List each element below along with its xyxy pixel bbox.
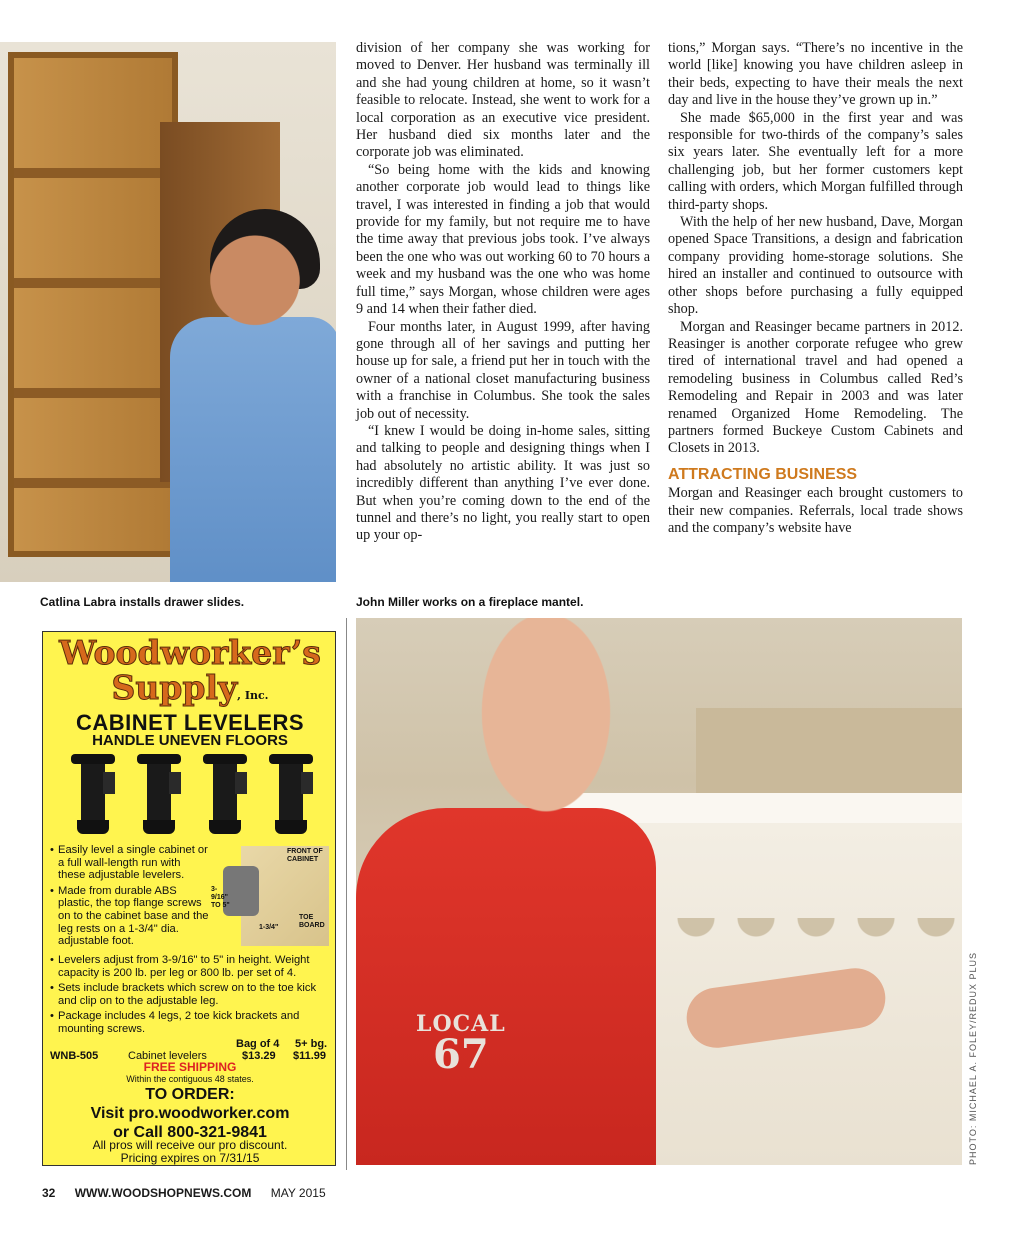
- sleeve-print: LOCAL 67: [416, 1011, 506, 1078]
- ad-bullet: • Easily level a single cabinet or a full wall-length run with these adjustable levelers.: [50, 844, 210, 882]
- order-block[interactable]: [43, 1085, 337, 1142]
- leveler-legs-image: [67, 754, 317, 840]
- installation-diagram: FRONT OF CABINET 3-9/16" TO 5" 1-3/4" TOE BOARD: [211, 846, 329, 946]
- page-number: 32: [42, 1186, 56, 1200]
- order-title: TO ORDER:: [145, 1086, 235, 1103]
- paragraph: Four months later, in August 1999, after having gone through all of her savings and putting her house up for sale, a friend put her in touch with the owner of a national closet manufacturing business with a franchise in Columbus. She took the sales job out of necessity.: [356, 318, 650, 422]
- ad-headline: CABINET LEVELERS: [75, 710, 305, 735]
- paragraph: Morgan and Reasinger each brought customers to their new companies. Referrals, local trade shows and the company’s website have: [668, 485, 963, 536]
- page-footer: [42, 1186, 326, 1200]
- section-subhead: ATTRACTING BUSINESS: [668, 465, 858, 483]
- sku: WNB-505: [50, 1050, 99, 1062]
- order-link[interactable]: Visit pro.woodworker.com: [90, 1105, 290, 1122]
- order-phone[interactable]: or Call 800-321-9841: [113, 1124, 267, 1141]
- free-shipping: FREE SHIPPING: [143, 1060, 237, 1074]
- paragraph: division of her company she was working for moved to Denver. Her husband was terminally ill and she had young children at home, so it wasn’t feasible to relocate. Instead, she went to work for a local corporation as an executive vice president. Her husband died six months later and the corporate job was eliminated.: [356, 40, 650, 161]
- man-head: [471, 618, 621, 828]
- price-header-five: 5+ bg.: [295, 1038, 328, 1050]
- ad-bullets-b: [50, 954, 332, 1039]
- article-column-2: [668, 40, 963, 537]
- website-url[interactable]: WWW.WOODSHOPNEWS.COM: [74, 1186, 252, 1200]
- photo-credit: PHOTO: MICHAEL A. FOLEY/REDUX PLUS: [968, 951, 978, 1165]
- ad-bullet: • Sets include brackets which screw on to the toe kick and clip on to the adjustable leg.: [50, 982, 332, 1007]
- price-five: $11.99: [293, 1050, 327, 1062]
- advertisement[interactable]: [42, 631, 336, 1166]
- issue-date: MAY 2015: [270, 1186, 326, 1200]
- photo-fireplace-mantel: [356, 618, 962, 1165]
- caption-top: Catlina Labra installs drawer slides.: [40, 595, 245, 609]
- man-red-shirt: [356, 808, 656, 1165]
- cabinet-box: [8, 52, 178, 557]
- paragraph: tions,” Morgan says. “There’s no incentive in the world [like] knowing you have children asleep in their beds, expecting to have their meals the next day and live in the house they’ve grown up in.”: [668, 40, 963, 109]
- price-bag: $13.29: [242, 1050, 276, 1062]
- paragraph: She made $65,000 in the first year and was responsible for two-thirds of the company’s sales six years later. She eventually left for a more challenging job, but her former customers kept calling with orders, which Morgan fulfilled through third-party shops.: [668, 109, 963, 213]
- paragraph: With the help of her new husband, Dave, Morgan opened Space Transitions, a design and fabrication company providing home-storage solutions. She hired an installer and continued to outsource with other shops before purchasing a fully equipped shop.: [668, 214, 963, 318]
- paragraph: “So being home with the kids and knowing another corporate job would lead to things like travel, I was interested in finding a job that would provide for my family, but not require me to have the time away that previous jobs took. I’ve always been the one who was out working 60 to 70 hours a week and my husband was the one who was home full time,” says Morgan, whose children were ages 9 and 14 when their father died.: [356, 161, 650, 318]
- shipping-note: Within the contiguous 48 states.: [126, 1074, 254, 1084]
- paragraph: “I knew I would be doing in-home sales, sitting and talking to people and designing things when I had absolutely no artistic ability. It was just so incredibly different than anything I’ve ever done. But when you’re coming down to the end of the tunnel and there’s no light, you really start to open up your op-: [356, 422, 650, 544]
- woodworkers-supply-logo: Woodworker’s Supply, Inc.: [59, 633, 321, 707]
- product-name: Cabinet levelers: [128, 1050, 207, 1062]
- price-header-bag: Bag of 4: [236, 1038, 280, 1050]
- woman-installer: [170, 217, 336, 582]
- pro-line: All pros will receive our pro discount.: [92, 1138, 288, 1152]
- ad-bullet: • Levelers adjust from 3-9/16" to 5" in height. Weight capacity is 200 lb. per leg or 800 lb. per set of 4.: [50, 954, 332, 979]
- ad-bullet: • Made from durable ABS plastic, the top flange screws on to the cabinet base and the leg rests on a 1-3/4" dia. adjustable foot.: [50, 885, 210, 948]
- photo-drawer-slides: [0, 42, 336, 582]
- pro-discount: [43, 1139, 337, 1165]
- ad-bullets-a: [50, 844, 210, 951]
- paragraph: Morgan and Reasinger became partners in 2012. Reasinger is another corporate refugee who grew tired of international travel and had opened a remodeling business in Columbus called Red’s Remodeling and Repair in 2003 and was later renamed Organized Home Remodeling. The partners formed Buckeye Custom Cabinets and Closets in 2013.: [668, 318, 963, 457]
- pricing-expiry: Pricing expires on 7/31/15: [120, 1151, 260, 1165]
- ad-bullet: • Package includes 4 legs, 2 toe kick brackets and mounting screws.: [50, 1010, 332, 1035]
- caption-bottom: John Miller works on a fireplace mantel.: [356, 595, 584, 609]
- article-column-1: [356, 40, 650, 545]
- ad-subheadline: HANDLE UNEVEN FLOORS: [92, 732, 288, 749]
